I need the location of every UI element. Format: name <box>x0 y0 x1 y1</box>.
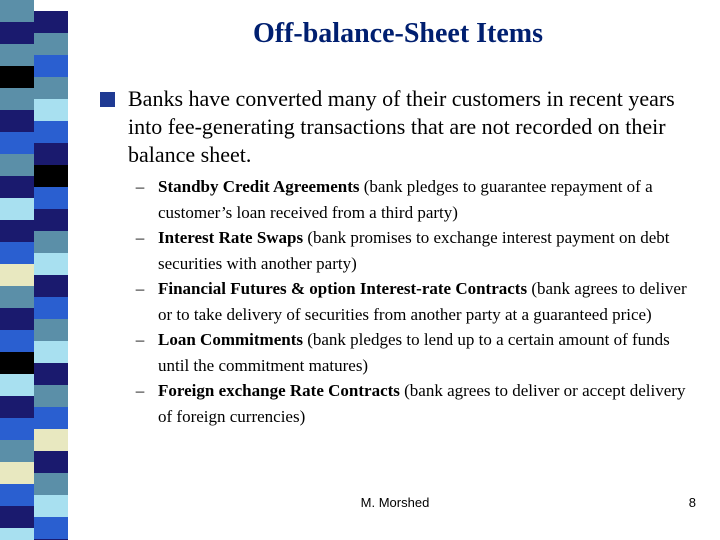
sub-item-detail: (bank pledges to guarantee repayment of a customer’s loan received from a third party) <box>158 177 653 222</box>
stripe-block <box>34 99 68 121</box>
stripe-block <box>0 88 34 110</box>
dash-bullet: – <box>135 330 145 349</box>
stripe-block <box>34 385 68 407</box>
stripe-block <box>34 429 68 451</box>
sub-item-term: Interest Rate Swaps <box>158 228 304 247</box>
stripe-block <box>34 473 68 495</box>
stripe-block <box>0 440 34 462</box>
stripe-block <box>0 308 34 330</box>
stripe-block <box>0 374 34 396</box>
dash-bullet: – <box>135 279 145 298</box>
stripe-block <box>0 198 34 220</box>
stripe-block <box>0 154 34 176</box>
sub-item-foreign-exchange <box>128 378 703 429</box>
stripe-block <box>0 110 34 132</box>
sub-item-interest-rate-swaps <box>128 225 703 276</box>
stripe-block <box>34 187 68 209</box>
stripe-block <box>0 506 34 528</box>
stripe-block <box>0 462 34 484</box>
stripe-block <box>0 44 34 66</box>
stripe-block <box>34 11 68 33</box>
stripe-block <box>0 528 34 540</box>
sub-item-term: Standby Credit Agreements <box>158 177 360 196</box>
stripe-block <box>0 132 34 154</box>
stripe-block <box>34 319 68 341</box>
stripe-block <box>34 55 68 77</box>
stripe-block <box>34 143 68 165</box>
stripe-block <box>34 209 68 231</box>
stripe-block <box>0 264 34 286</box>
main-bullet-text: Banks have converted many of their customers in recent years into fee-generating transactions that are not recorded on their balance sheet. <box>128 86 675 167</box>
stripe-block <box>0 418 34 440</box>
sub-item-standby-credit <box>128 174 703 225</box>
stripe-block <box>34 451 68 473</box>
stripe-block <box>0 352 34 374</box>
sub-item-financial-futures <box>128 276 703 327</box>
sub-item-detail: (bank agrees to deliver or to take delivery of securities from another party at a guaranteed price) <box>158 279 687 324</box>
stripe-block <box>34 231 68 253</box>
decorative-stripe-pattern <box>0 0 68 540</box>
slide-title: Off-balance-Sheet Items <box>252 18 544 49</box>
sub-item-term: Loan Commitments <box>158 330 303 349</box>
stripe-block <box>34 517 68 539</box>
stripe-block <box>34 77 68 99</box>
square-bullet-icon <box>100 92 115 107</box>
stripe-block <box>34 341 68 363</box>
sub-item-detail: (bank promises to exchange interest payment on debt securities with another party) <box>158 228 670 273</box>
stripe-block <box>34 297 68 319</box>
stripe-block <box>0 176 34 198</box>
stripe-block <box>0 242 34 264</box>
dash-bullet: – <box>135 381 145 400</box>
sub-item-term: Financial Futures & option Interest-rate Contracts <box>158 279 528 298</box>
decorative-stripe <box>0 0 68 540</box>
stripe-block <box>34 407 68 429</box>
stripe-block <box>34 253 68 275</box>
sub-item-term: Foreign exchange Rate Contracts <box>158 381 400 400</box>
stripe-block <box>34 33 68 55</box>
sub-bullet-list <box>128 174 703 429</box>
dash-bullet: – <box>135 177 145 196</box>
sub-item-loan-commitments <box>128 327 703 378</box>
stripe-block <box>0 0 34 22</box>
sub-item-detail: (bank pledges to lend up to a certain amount of funds until the commitment matures) <box>158 330 670 375</box>
sub-item-detail: (bank agrees to deliver or accept delivery of foreign currencies) <box>158 381 686 426</box>
stripe-block <box>0 286 34 308</box>
page-number: 8 <box>688 495 696 510</box>
stripe-block <box>34 275 68 297</box>
stripe-block <box>34 363 68 385</box>
stripe-block <box>0 484 34 506</box>
stripe-block <box>0 396 34 418</box>
stripe-block <box>34 121 68 143</box>
stripe-block <box>34 165 68 187</box>
stripe-block <box>0 330 34 352</box>
stripe-block <box>0 22 34 44</box>
stripe-block <box>34 495 68 517</box>
stripe-block <box>0 220 34 242</box>
footer-author: M. Morshed <box>360 495 430 510</box>
stripe-block <box>0 66 34 88</box>
dash-bullet: – <box>135 228 145 247</box>
